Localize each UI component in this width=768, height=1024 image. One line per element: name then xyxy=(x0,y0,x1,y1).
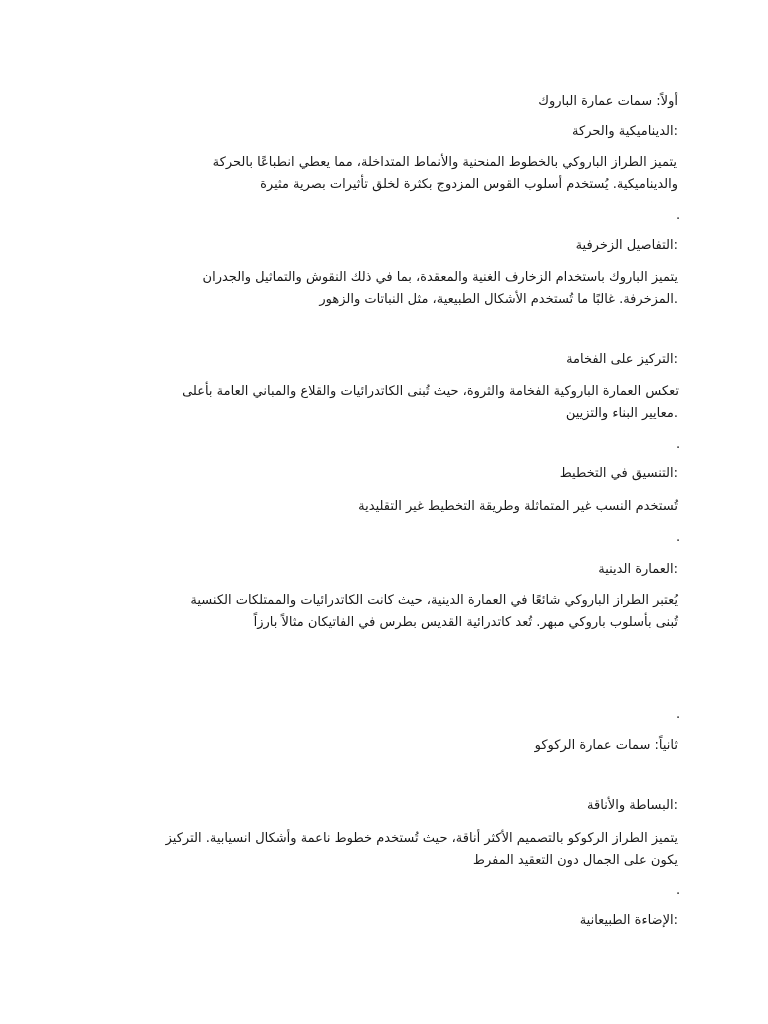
heading-planning: :التنسيق في التخطيط xyxy=(559,466,678,481)
paragraph-line: تعكس العمارة الباروكية الفخامة والثروة، حيث تُبنى الكاتدرائيات والقلاع والمباني العامة بأعلى xyxy=(182,384,679,399)
section-title-rococo: ثانياً: سمات عمارة الركوكو xyxy=(534,738,678,753)
separator-dot: . xyxy=(676,707,681,722)
heading-dynamism: :الديناميكية والحركة xyxy=(572,124,678,139)
heading-luxury: :التركيز على الفخامة xyxy=(566,352,678,367)
separator-dot: . xyxy=(676,208,681,223)
paragraph-line: يكون على الجمال دون التعقيد المفرط xyxy=(472,853,678,868)
separator-dot: . xyxy=(676,437,681,452)
paragraph-line: يُعتبر الطراز الباروكي شائعًا في العمارة الدينية، حيث كانت الكاتدرائيات والممتلكات الكنسية xyxy=(190,593,678,608)
separator-dot: . xyxy=(676,883,681,898)
paragraph-line: تُستخدم النسب غير المتماثلة وطريقة التخطيط غير التقليدية xyxy=(358,499,678,514)
separator-dot: . xyxy=(676,530,681,545)
paragraph-line: والديناميكية. يُستخدم أسلوب القوس المزدوج بكثرة لخلق تأثيرات بصرية مثيرة xyxy=(260,177,678,192)
paragraph-line: .معايير البناء والتزيين xyxy=(565,406,678,421)
paragraph-line: يتميز الطراز الباروكي بالخطوط المنحنية والأنماط المتداخلة، مما يعطي انطباعًا بالحركة xyxy=(212,155,677,170)
heading-natural-lighting: :الإضاءة الطبيعانية xyxy=(579,913,678,928)
section-title-baroque: أولاً: سمات عمارة الباروك xyxy=(538,94,678,109)
heading-decorative-details: :التفاصيل الزخرفية xyxy=(575,238,678,253)
paragraph-line: يتميز الطراز الركوكو بالتصميم الأكثر أناقة، حيث تُستخدم خطوط ناعمة وأشكال انسيابية. التركيز xyxy=(165,831,678,846)
heading-religious-architecture: :العمارة الدينية xyxy=(598,562,678,577)
heading-simplicity-elegance: :البساطة والأناقة xyxy=(587,798,678,813)
paragraph-line: يتميز الباروك باستخدام الزخارف الغنية والمعقدة، بما في ذلك النقوش والتماثيل والجدران xyxy=(202,270,678,285)
paragraph-line: .المزخرفة. غالبًا ما تُستخدم الأشكال الطبيعية، مثل النباتات والزهور xyxy=(319,292,678,307)
paragraph-line: تُبنى بأسلوب باروكي مبهر. تُعد كاتدرائية القديس بطرس في الفاتيكان مثالاً بارزاً xyxy=(253,615,678,630)
